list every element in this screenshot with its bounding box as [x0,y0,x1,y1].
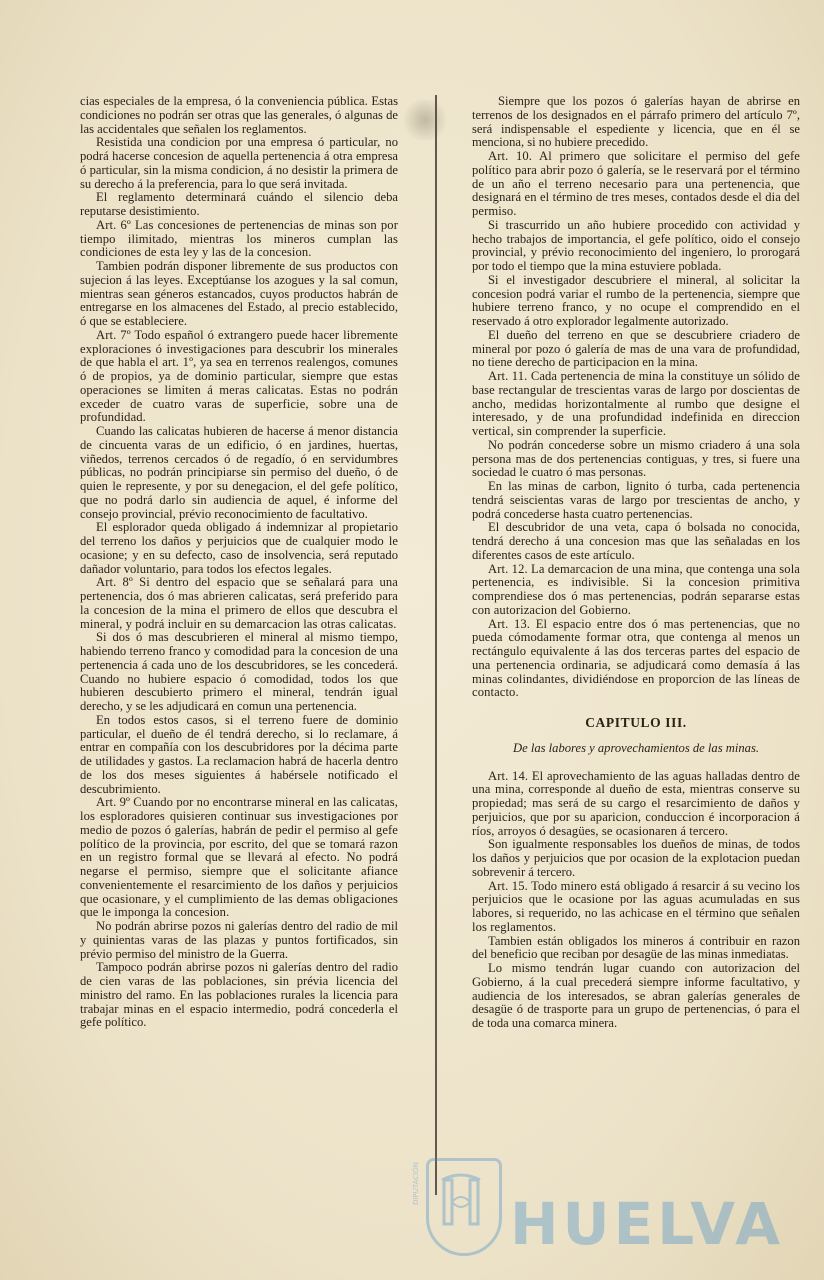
article-15: Art. 15. Todo minero está obligado á resarcir á su vecino los perjuicios que le ocasione por las aguas acumuladas en sus labores, si requerido, no las achicase en el término que señalen los reglamentos. [472,878,800,934]
left-column [80,95,398,1030]
paragraph: No podrán abrirse pozos ni galerías dentro del radio de mil y quinientas varas de las plazas y puntos fortificados, sin prévio permiso del ministro de la Guerra. [80,919,398,961]
article-6: Art. 6º Las concesiones de pertenencias de minas son por tiempo ilimitado, mientras los mineros cumplan las condiciones de esta ley y las de la concesion. [80,217,398,260]
paragraph: Cuando las calicatas hubieren de hacerse á menor distancia de cincuenta varas de un edificio, ó en jardines, huertas, viñedos, terrenos cercados ó de regadío, ó en servidumbres públicas, no podrán principiarse sin permiso del dueño, ó de quien le represente, y por su denegacion, el del gefe político, que no podrá darlo sin audiencia de aquel, é informe del consejo provincial, prévio reconocimiento de facultativo. [80,424,398,521]
paragraph: Si dos ó mas descubrieren el mineral al mismo tiempo, habiendo terreno franco y comodidad para la concesion de una pertenencia á cada uno de los descubridores, se les concederá. Cuando no hubiere espacio ó comodidad, todos los que hubieren descubierto primero el mineral, tendrán igual derecho, y se les adjudicará en comun una pertenencia. [80,630,398,713]
paragraph: En las minas de carbon, lignito ó turba, cada pertenencia tendrá seiscientas varas de largo por trescientas de ancho, y podrá concederse hasta cuatro pertenencias. [472,479,800,521]
chapter-subtitle: De las labores y aprovechamientos de las minas. [512,740,759,755]
paragraph: Resistida una condicion por una empresa ó particular, no podrá hacerse concesion de aquella pertenencia á otra empresa ó particular, sin la misma condicion, á no desistir la primera de su derecho á la preferencia, para lo que será invitada. [80,135,398,191]
paragraph: No podrán concederse sobre un mismo criadero á una sola persona mas de dos pertenencias contiguas, y tres, si fuere una sociedad le cuatro ó mas personas. [472,437,800,480]
watermark-side-text: DIPUTACIÓN [412,1162,420,1205]
article-11: Art. 11. Cada pertenencia de mina la constituye un sólido de base rectangular de trescientas varas de largo por doscientas de ancho, medidas horizontalmente al rumbo que designe el interesado, y de una profundidad indefinida en direccion vertical, sin comprender la superficie. [472,369,800,438]
paragraph: Si trascurrido un año hubiere procedido con actividad y hecho trabajos de importancia, el gefe político, oido el consejo provincial, y prévio reconocimiento del ingeniero, lo prorogará por todo el tiempo que la mina estuviere poblada. [472,217,800,273]
huelva-watermark [410,1150,785,1260]
paragraph: En todos estos casos, si el terreno fuere de dominio particular, el dueño de él tendrá derecho, si lo reclamare, á entrar en compañía con los descubridores por la décima parte de utilidades y gastos. La reclamacion habrá de hacerla dentro de los dos meses siguientes á habérsele notificado el descubrimiento. [80,712,398,796]
article-8: Art. 8º Si dentro del espacio que se señalará para una pertenencia, dos ó mas abrieren calicatas, será preferido para la concesion de la mina el primero de ellos que descubra el mineral, y podrá incluir en su demarcacion las otras calicatas. [80,575,398,631]
ink-stain [400,100,450,140]
right-column [472,95,800,1031]
paragraph: El esplorador queda obligado á indemnizar al propietario del terreno los daños y perjuicios que de cualquier modo le ocasione; y en su defecto, caso de insolvencia, será reputado dañador voluntario, para todos los efectos legales. [80,520,398,576]
article-12: Art. 12. La demarcacion de una mina, que contenga una sola pertenencia, es indivisible. Si la concesion primitiva comprendiese dos ó mas pertenencias, podrán separarse estas con autorizacion del Gobierno. [472,561,800,617]
paragraph: Lo mismo tendrán lugar cuando con autorizacion del Gobierno, á la cual precederá siempre informe facultativo, y audiencia de los interesados, se abran galerías generales de desagüe ó de trasporte para un grupo de pertenencias, ó para el de toda una comarca minera. [472,961,800,1030]
article-14: Art. 14. El aprovechamiento de las aguas halladas dentro de una mina, corresponde al dueño de esta, mientras conserve su propiedad; mas será de su cargo el resarcimiento de daños y perjuicios, que por su aparicion, conduccion é incorporacion á ríos, arroyos ó desagües, se ocasionaren á tercero. [472,768,800,838]
paragraph: Son igualmente responsables los dueños de minas, de todos los daños y perjuicios que por ocasion de la explotacion puedan sobrevenir á tercero. [472,837,800,879]
paragraph: Tampoco podrán abrirse pozos ni galerías dentro del radio de cien varas de las poblaciones, sin prévia licencia del ministro del ramo. En las poblaciones rurales la licencia para trabajar minas en el espacio intermedio, podrá concederla el gefe político. [80,960,398,1030]
pillar-icon [438,1172,484,1232]
paragraph: El dueño del terreno en que se descubriere criadero de mineral por pozo ó galería de mas de una vara de profundidad, no tiene derecho de participacion en la mina. [472,327,800,370]
column-divider [435,95,437,1195]
paragraph: El descubridor de una veta, capa ó bolsada no conocida, tendrá derecho á una concesion mas que las señaladas en los diferentes casos de este artículo. [472,520,800,562]
paragraph: Tambien podrán disponer libremente de sus productos con sujecion á las leyes. Exceptúanse los azogues y la sal comun, mientras sean géneros estancados, cuyos productos habrán de entregarse en los almacenes del Estado, al precio establecido, ó que se estableciere. [80,259,398,328]
paragraph: Siempre que los pozos ó galerías hayan de abrirse en terrenos de los designados en el párrafo primero del artículo 7º, será indispensable el espediente y licencia, que en él se menciona, si no hubiere precedido. [472,94,800,150]
paragraph: Tambien están obligados los mineros á contribuir en razon del beneficio que reciban por desagüe de las minas inmediatas. [472,933,800,962]
paragraph: El reglamento determinará cuándo el silencio deba reputarse desistimiento. [80,190,398,218]
watermark-text: HUELVA [510,1190,785,1258]
chapter-title: CAPITULO III. [585,715,687,730]
article-10: Art. 10. Al primero que solicitare el permiso del gefe político para abrir pozo ó galería, se le reservará por el término de un año el terreno necesario para una pertenencia, que designará en el término de tres meses, contados desde el dia del permiso. [472,149,800,218]
article-13: Art. 13. El espacio entre dos ó mas pertenencias, que no pueda cómodamente formar otra, que contenga al menos un rectángulo equivalente á las dos terceras partes del espacio de una pertenencia ordinaria, se adjudicará como demasía á las minas colindantes, dividiéndose en proporcion de las líneas de contacto. [472,616,800,700]
article-7: Art. 7º Todo español ó extrangero puede hacer libremente exploraciones ó investigaciones para descubrir los minerales de que habla el art. 1º, ya sea en terrenos realengos, comunes ó de propios, ya de dominio particular, siempre que estas operaciones se limiten á meras calicatas. Estas no podrán exceder de cuatro varas de superficie, sobre una de profundidad. [80,327,398,425]
paragraph: Si el investigador descubriere el mineral, al solicitar la concesion podrá variar el rumbo de la pertenencia, siempre que hubiere terreno franco, y no ocupe el comprendido en el reservado á otro explorador legalmente autorizado. [472,272,800,328]
article-9: Art. 9º Cuando por no encontrarse mineral en las calicatas, los esploradores quisieren continuar sus investigaciones por medio de pozos ó galerías, habrán de pedir el permiso al gefe político de la provincia, por escrito, del que se tomará razon en un registro formal que se llevará al efecto. No podrá negarse el permiso, siempre que el solicitante afiance convenientemente el resarcimiento de los daños y perjuicios que ocasionare, y el cumplimiento de las demas obligaciones que le imponga la concesion. [80,795,398,920]
paragraph: cias especiales de la empresa, ó la conveniencia pública. Estas condiciones no podrán ser otras que las generales, ó algunas de las accidentales que señalen los reglamentos. [80,94,398,136]
